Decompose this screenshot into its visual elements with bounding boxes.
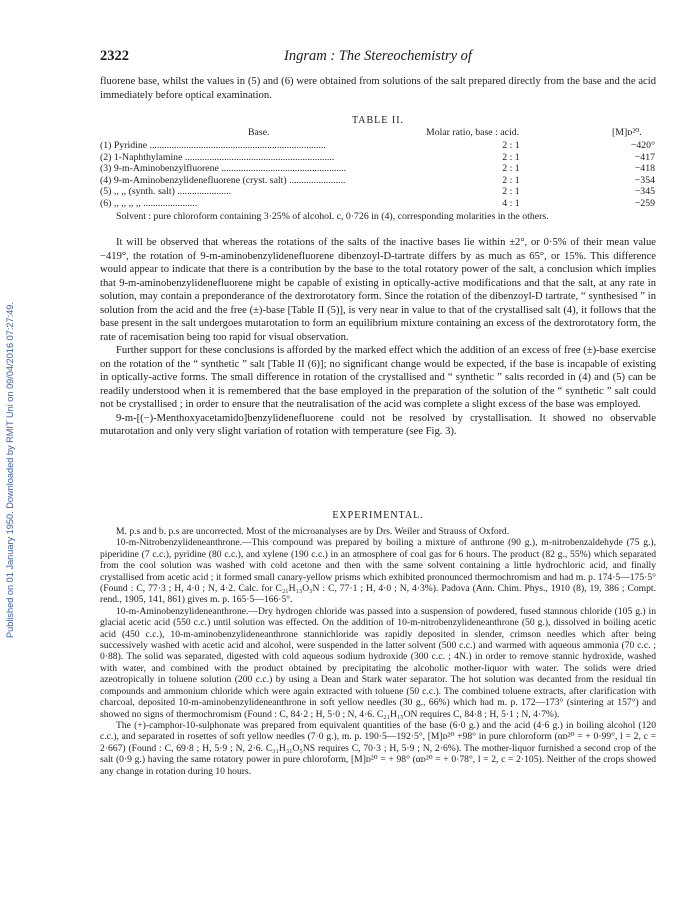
row-base: (3) 9-m-Aminobenzylfluorene ................................................... bbox=[100, 163, 347, 175]
table-row bbox=[100, 198, 656, 210]
table-row bbox=[100, 140, 656, 152]
download-watermark: Published on 01 January 1950. Downloaded by RMIT Uni on 09/04/2016 07:27:49. bbox=[5, 302, 15, 638]
header-ratio: Molar ratio, base : acid. bbox=[426, 127, 520, 138]
row-rotation: −420° bbox=[630, 140, 655, 151]
table-footnote-text: Solvent : pure chloroform containing 3·25% of alcohol. c, 0·726 in (4), corresponding molarities in the others. bbox=[116, 211, 549, 222]
table-row bbox=[100, 152, 656, 164]
table-row bbox=[100, 163, 656, 175]
row-rotation: −259 bbox=[634, 197, 655, 209]
table-row bbox=[100, 186, 656, 198]
experimental-paragraph: M. p.s and b. p.s are uncorrected. Most of the microanalyses are by Drs. Weiler and Strauss of Oxford. bbox=[116, 526, 510, 537]
row-rotation: −345 bbox=[634, 186, 655, 198]
running-head bbox=[100, 48, 656, 68]
row-rotation: −417 bbox=[634, 151, 655, 163]
row-ratio: 2 : 1 bbox=[502, 140, 520, 151]
header-molar-rotation: [M]ᴅ²⁰. bbox=[612, 127, 642, 138]
row-ratio: 4 : 1 bbox=[502, 197, 520, 209]
row-base: (4) 9-m-Aminobenzylidenefluorene (cryst. salt) ....................... bbox=[100, 174, 346, 186]
page-number: 2322 bbox=[100, 48, 129, 64]
intro-text: fluorene base, whilst the values in (5) and (6) were obtained from solutions of the salt prepared directly from the base and the acid immediately before optical examination. bbox=[100, 76, 656, 101]
experimental-paragraph: 10-m-Aminobenzylideneanthrone.—Dry hydrogen chloride was passed into a suspension of powdered, fused stannous chloride (105 g.) in glacial acetic acid (550 c.c.) until solution was effected. On the addition of 10-m-nitrobenzylideneanthrone (50 g.), dissolved in boiling acetic acid (450 c.c.), 10-m-aminobenzylideneanthrone stannichloride was rapidly deposited in slender, crimson needles which after being successively washed with acetic acid and alcohol, were suspended in the latter solvent (500 c.c.) and warmed with aqueous ammonia (70 c.c. ; 0·88). The solid was separated, digested with cold aqueous sodium hydroxide (300 c.c. ; 4N.) in order to remove stannic hydroxide, washed with water, and combined with the product obtained by precipitating the alcoholic mother-liquor with water. The solids were dried azeotropically in toluene solution (200 c.c.) by using a Dean and Stark water separator. The hot solution was decanted from the residual tin compounds and ammonium chloride which were again extracted with toluene (50 c.c.). The combined toluene extracts, after clarification with charcoal, deposited 10-m-aminobenzylideneanthrone in soft yellow needles (30 g., 66%) which had m. p. 172—173° (sintering at 157°) and showed no signs of thermochromism (Found : C, 84·2 ; H, 5·0 ; N, 4·6. C₂₁H₁₅ON requires C, 84·8 ; H, 5·1 ; N, 4·7%). bbox=[100, 605, 656, 720]
experimental-paragraph: 10-m-Nitrobenzylideneanthrone.—This compound was prepared by boiling a mixture of anthrone (90 g.), m-nitrobenzaldehyde (75 g.), piperidine (7 c.c.), pyridine (80 c.c.), and xylene (190 c.c.) in an atmosphere of coal gas for 6 hours. The product (82 g., 55%) which separated from the cool solution was washed with cold acetone and then with the same solvent containing a little hydrochloric acid, and finally crystallised from acetic acid ; it formed small canary-yellow prisms which exhibited pronounced thermochromism and had m. p. 174·5—175·5° (Found : C, 77·3 ; H, 4·0 ; N, 4·2. Calc. for C₂₁H₁₃O₃N : C, 77·1 ; H, 4·0 ; N, 4·3%). Padova (Ann. Chim. Phys., 1910 (8), 19, 386 ; Compt. rend., 1905, 141, 861) gives m. p. 165·5—166·5°. bbox=[100, 537, 656, 606]
discussion-paragraph: Further support for these conclusions is afforded by the marked effect which the addition of an excess of free (±)-base exercise on the rotation of the “ synthetic ” salt [Table II (6)]; no significant change would be expected, if the base is incapable of existing in optically-active forms. The small difference in rotation of the crystallised and “ synthetic ” salts recorded in (4) and (5) can be readily understood when it is remembered that the base employed in the preparation of the solution of the “ synthetic ” salt could not be crystallised ; in order to ensure that the neutralisation of the acid was complete a slight excess of the base was employed. bbox=[100, 345, 656, 410]
row-base: (2) 1-Naphthylamine ............................................................. bbox=[100, 151, 335, 163]
row-ratio: 2 : 1 bbox=[502, 174, 520, 186]
row-rotation: −354 bbox=[634, 174, 655, 186]
header-base: Base. bbox=[248, 127, 270, 138]
discussion-paragraph: It will be observed that whereas the rotations of the salts of the inactive bases lie within ±2°, or 0·5% of their mean value −419°, the rotation of 9-m-aminobenzylidenefluorene dibenzoyl-D-tartrate differs by as much as 65°, or 15%. This difference would appear to indicate that there is a contribution by the base to the total rotatory power of the salt, a conclusion which implies that 9-m-aminobenzylidenefluorene might be capable of existing in optically-active modifications and that the salt, at any rate in solution, may contain a preponderance of the dextrorotatory form. Since the rotation of the dibenzoyl-D tartrate, “ synthesised ” in solution from the acid and the free (±)-base [Table II (5)], is very near in value to that of the crystallised salt (4), it follows that the base present in the salt undergoes mutarotation to form an equilibrium mixture containing an excess of the dextrorotatory form, the rate of racemisation being too rapid for visual observation. bbox=[100, 237, 656, 343]
table-header-row bbox=[100, 127, 656, 139]
row-base: (6) ,, ,, ,, ,, ...................... bbox=[100, 197, 198, 209]
table-caption: TABLE II. bbox=[351, 115, 405, 126]
row-rotation: −418 bbox=[634, 163, 655, 175]
table-row bbox=[100, 175, 656, 187]
row-base: (5) ,, ,, (synth. salt) ...................... bbox=[100, 186, 232, 198]
intro-paragraph bbox=[100, 75, 656, 102]
row-base: (1) Pyridine ........................................................................ bbox=[100, 140, 326, 151]
row-ratio: 2 : 1 bbox=[502, 186, 520, 198]
table-footnote bbox=[100, 211, 656, 223]
row-ratio: 2 : 1 bbox=[502, 151, 520, 163]
discussion-paragraph: 9-m-[(−)-Menthoxyacetamido]benzylidenefluorene could not be resolved by crystallisation. It showed no observable mutarotation and only very slight variation of rotation with temperature (see Fig. 3). bbox=[100, 412, 656, 437]
row-ratio: 2 : 1 bbox=[502, 163, 520, 175]
discussion bbox=[100, 236, 656, 439]
experimental-section bbox=[100, 526, 656, 777]
running-title: Ingram : The Stereochemistry of bbox=[284, 48, 472, 64]
experimental-paragraph: The (+)-camphor-10-sulphonate was prepared from equivalent quantities of the base (6·0 g.) and the acid (4·6 g.) in boiling alcohol (120 c.c.), and separated in rosettes of soft yellow needles (7·0 g.), m. p. 190·5—192·5°, [M]ᴅ²⁰ +98° in pure chloroform (αᴅ²⁰ = + 0·99°, l = 2, c = 2·667) (Found : C, 69·8 ; H, 5·9 ; N, 2·6. C₃₁H₃₁O₅NS requires C, 70·3 ; H, 5·9 ; N, 2·6%). The mother-liquor furnished a second crop of the salt (0·9 g.) having the same rotatory power in pure chloroform, [M]ᴅ²⁰ = + 98° (αᴅ²⁰ = + 0·78°, l = 2, c = 2·105). Neither of the crops showed any change in rotation during 10 hours. bbox=[100, 719, 656, 777]
rotation-table bbox=[100, 140, 656, 210]
section-heading: EXPERIMENTAL. bbox=[332, 510, 424, 521]
